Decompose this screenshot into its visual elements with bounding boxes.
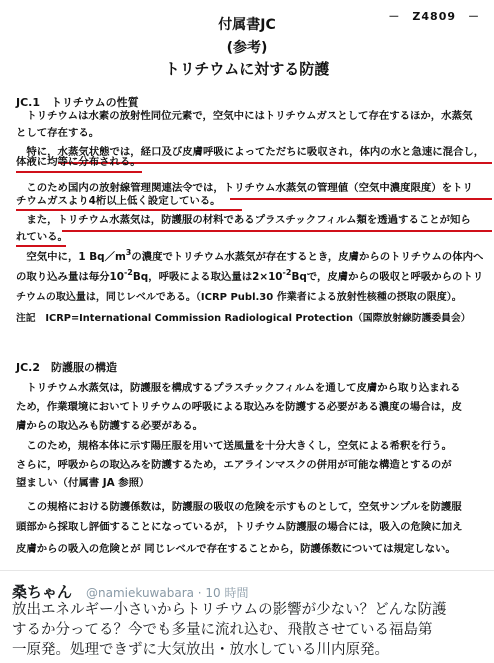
paragraph-line: 望ましい（付属書 JA 参照）: [16, 477, 150, 489]
paragraph-line: 特に，水蒸気状態では，経口及び皮膚呼吸によってただちに吸収され，体内の水と急速に混合し，: [16, 146, 485, 158]
divider: [0, 570, 494, 571]
highlight-underline: [16, 171, 142, 173]
note-line: 注記 ICRP=International Commission Radiological Protection（国際放射線防護委員会）: [16, 313, 471, 324]
paragraph-line: この規格における防護係数は，防護服の吸収の危険を示すものとして，空気サンプルを防護服: [16, 501, 462, 513]
tweet-text-line: 一原発。処理できずに大気放出・放水している川内原発。: [12, 642, 389, 658]
tweet-text-line: するか分ってる？今でも多量に流れ込む、飛散させている福島第: [12, 622, 433, 638]
intake-line-1: 空気中に，1 $Bq/m^3$の濃度でトリチウム水蒸気が存在するとき，皮膚からのトリチウムの体内へ: [16, 248, 484, 263]
paragraph-line: トリチウム水蒸気は，防護服を構成するプラスチックフィルムを通して皮膚から取り込まれる: [16, 382, 461, 394]
paragraph-line: このため，規格本体に示す陽圧服を用いて送風量を十分大きくし，空気による希釈を行う。: [16, 440, 452, 452]
paragraph-line: 頭部から採取し評価することになっているが，トリチウム防護服の場合には，吸入の危険に加え: [16, 521, 463, 533]
paragraph-line: として存在する。: [16, 127, 100, 139]
paragraph-line: れている。: [16, 231, 68, 243]
section-heading-jc2: JC.2 防護服の構造: [16, 361, 117, 374]
page-title: トリチウムに対する防護: [164, 60, 330, 78]
paragraph-line: また，トリチウム水蒸気は，防護服の材料であるプラスチックフィルム類を透過することが知ら: [16, 214, 471, 226]
tweet-display-name[interactable]: 桑ちゃん: [12, 583, 73, 601]
paragraph-line: チウムガスより4桁以上低く設定している。: [16, 195, 221, 207]
intake-line-3: チウムの取込量は，同じレベルである。（ICRP Publ.30 作業者による放射性核種の摂取の限度）。: [16, 292, 462, 303]
paragraph-line: トリチウムは水素の放射性同位元素で，空気中にはトリチウムガスとして存在するほか，水蒸気: [16, 110, 473, 122]
paragraph-line: 皮膚からの吸入の危険とが 同じレベルで存在することから，防護係数については規定しない。: [16, 543, 456, 555]
paragraph-line: ため，作業環境においてトリチウムの呼吸による取込みを防護する必要がある濃度の場合は，皮: [16, 401, 462, 413]
document-number: － Z4809 －: [388, 10, 480, 23]
paragraph-line: さらに，呼吸からの取込みを防護するため，エアラインマスクの併用が可能な構造とするのが: [16, 459, 452, 471]
paragraph-line: このため国内の放射線管理関連法令では，トリチウム水蒸気の管理値（空気中濃度限度）をトリ: [16, 182, 473, 194]
tweet-text-line: 放出エネルギー小さいからトリチウムの影響が少ない？どんな防護: [12, 602, 447, 618]
paragraph-line: 体液に均等に分布される。: [16, 156, 141, 168]
tweet-meta[interactable]: @namiekuwabara · 10 時間: [86, 586, 249, 600]
intake-line-2: の取り込み量は毎分$10^{-2}Bq$，呼吸による取込量は$2\times 10^{-2}Bq$で，皮膚からの吸収と呼吸からのトリ: [16, 268, 484, 283]
reference-label: (参考): [226, 40, 268, 56]
paragraph-line: 膚からの取込みも防護する必要がある。: [16, 420, 204, 432]
section-heading-jc1: JC.1 トリチウムの性質: [16, 96, 139, 109]
annex-label: 付属書JC: [218, 17, 276, 33]
